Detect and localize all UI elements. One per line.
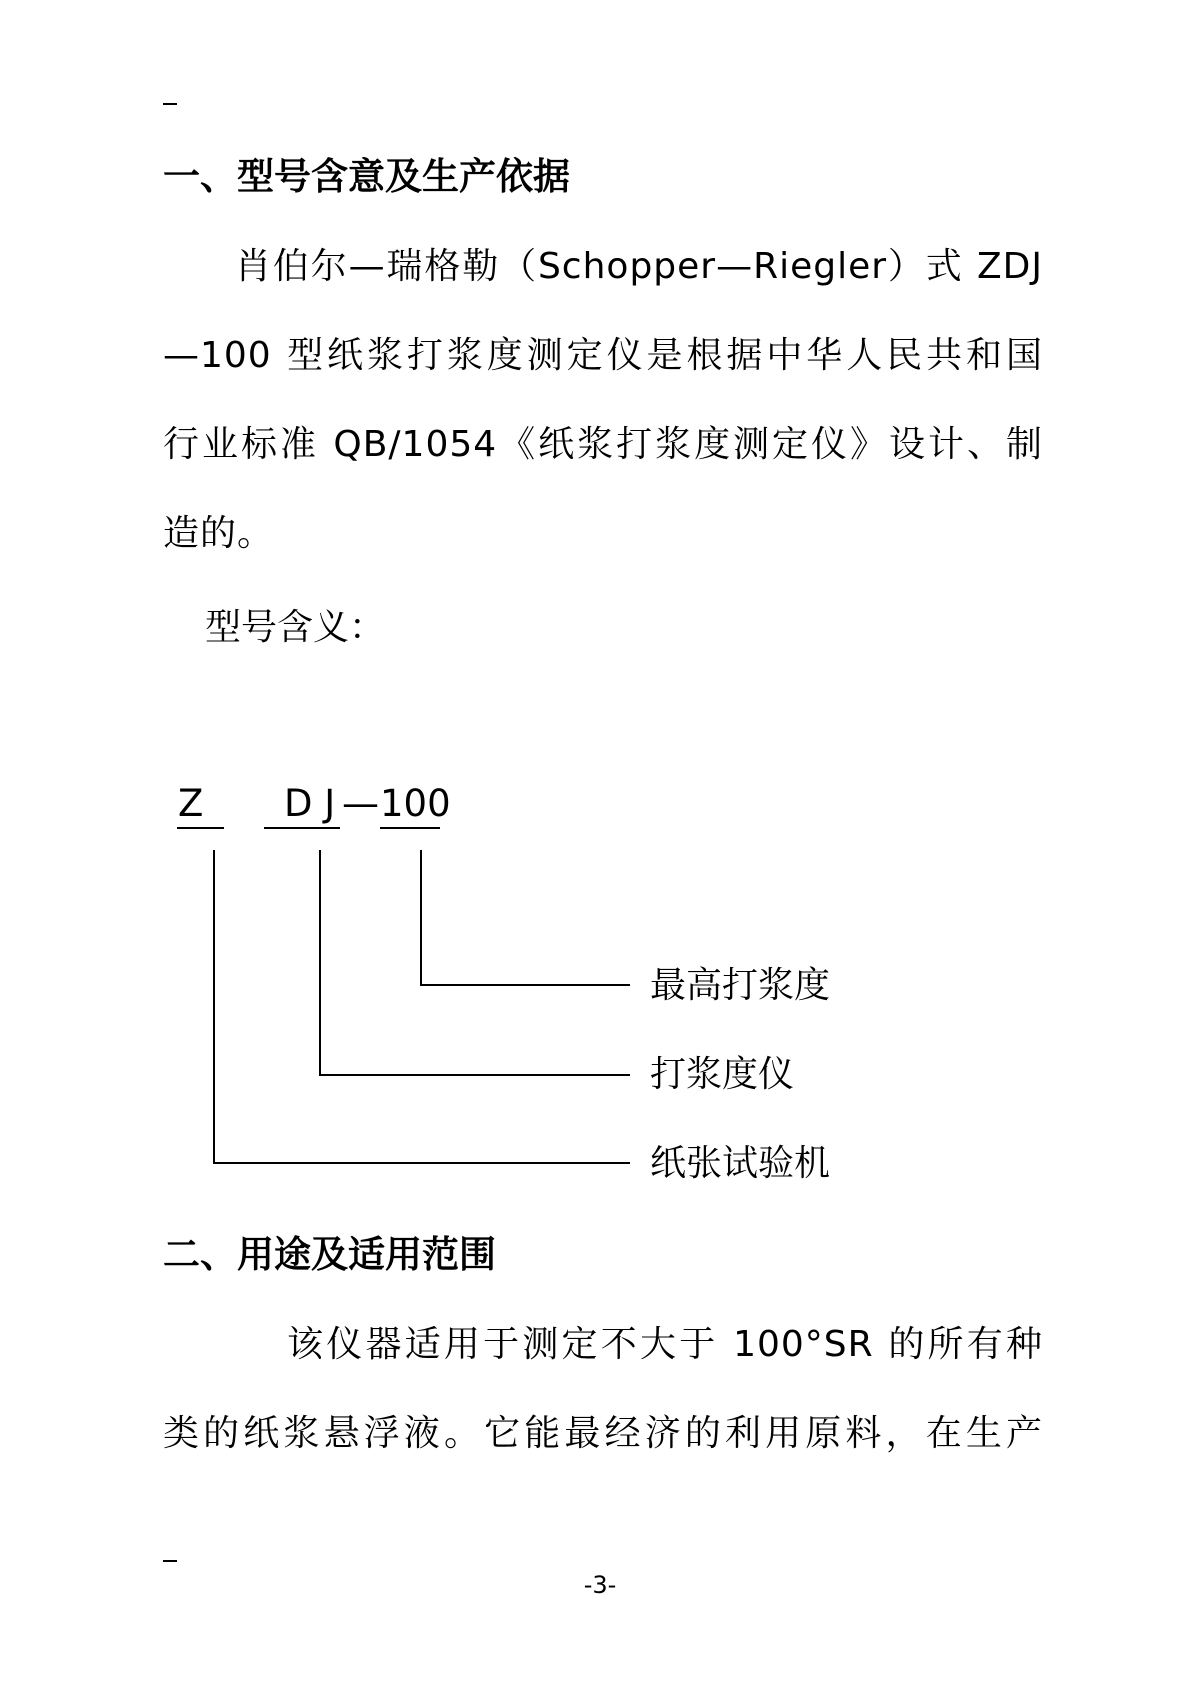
section1-paragraph-line4: 造的。 xyxy=(163,513,275,554)
explanation-z: 纸张试验机 xyxy=(650,1143,831,1184)
model-code-dj: D J xyxy=(284,782,336,825)
section2-paragraph-line1: 该仪器适用于测定不大于 100°SR 的所有种 xyxy=(287,1324,1043,1365)
connector-number xyxy=(421,850,630,985)
underline-dj xyxy=(264,827,340,829)
section2-heading: 二、用途及适用范围 xyxy=(163,1233,496,1276)
section1-heading: 一、型号含意及生产依据 xyxy=(163,155,570,198)
header-mark xyxy=(163,103,177,105)
model-code-z: Z xyxy=(178,782,204,825)
section2-paragraph-line2: 类的纸浆悬浮液。它能最经济的利用原料，在生产 xyxy=(163,1413,1043,1454)
underline-z xyxy=(177,827,224,829)
model-meaning-label: 型号含义： xyxy=(205,607,386,648)
model-code-dash: — xyxy=(342,782,379,825)
page-number: -3- xyxy=(583,1571,617,1599)
explanation-number: 最高打浆度 xyxy=(650,965,831,1006)
model-code-number: 100 xyxy=(380,782,451,825)
connector-z xyxy=(214,850,630,1163)
connector-dj xyxy=(320,850,630,1075)
section1-paragraph-line1: 肖伯尔—瑞格勒（Schopper—Riegler）式 ZDJ xyxy=(235,246,1043,287)
underline-number xyxy=(380,827,440,829)
section1-paragraph-line3: 行业标准 QB/1054《纸浆打浆度测定仪》设计、制 xyxy=(163,424,1043,465)
explanation-dj: 打浆度仪 xyxy=(650,1054,795,1095)
footer-mark xyxy=(163,1560,177,1562)
section1-paragraph-line2: —100 型纸浆打浆度测定仪是根据中华人民共和国 xyxy=(163,335,1043,376)
